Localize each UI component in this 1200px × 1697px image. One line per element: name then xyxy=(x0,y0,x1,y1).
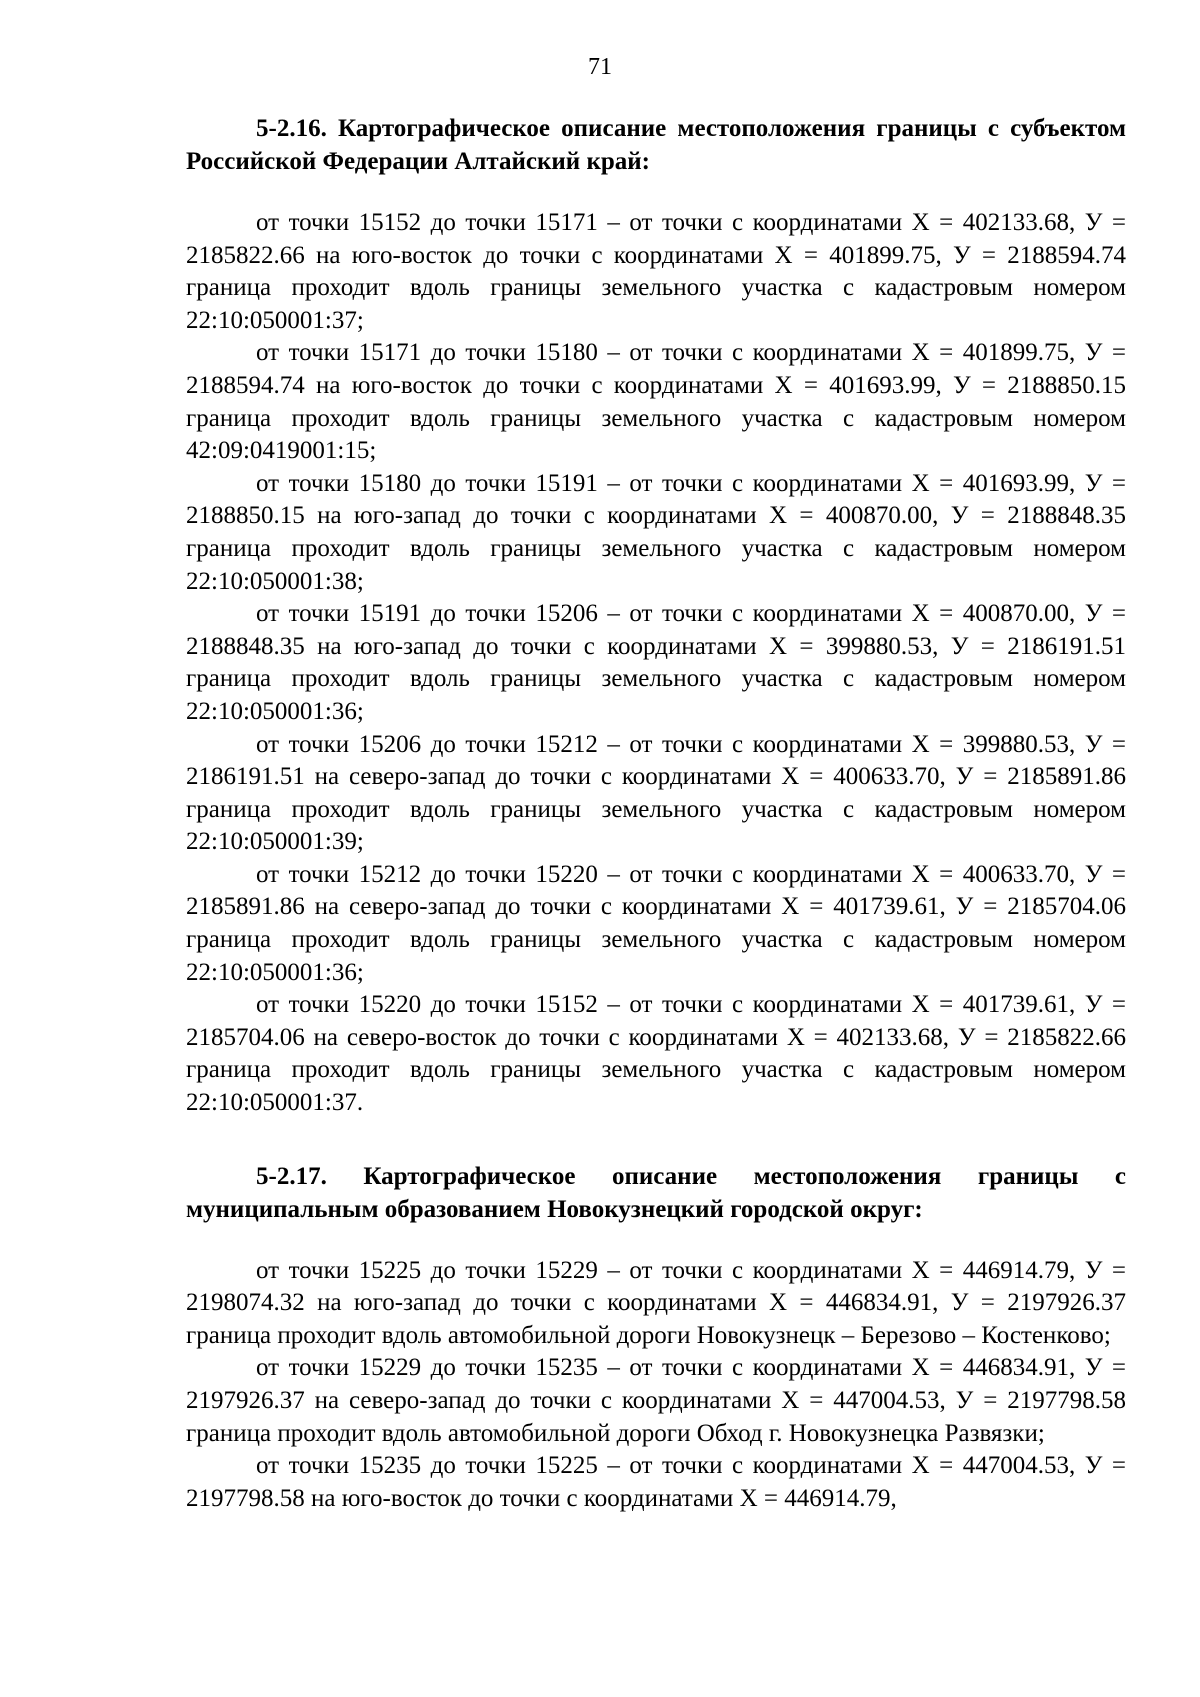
boundary-paragraph: от точки 15225 до точки 15229 – от точки с координатами X = 446914.79, У = 2198074.32 на юго-запад до точки с координатами X = 446834.91, У = 2197926.37 граница проходит вдоль автомобильной дороги Новокузнецк – Березово – Костенково; xyxy=(186,1256,1126,1349)
section-paragraphs xyxy=(186,1255,1126,1516)
boundary-paragraph: от точки 15152 до точки 15171 – от точки с координатами X = 402133.68, У = 2185822.66 на юго-восток до точки с координатами X = 401899.75, У = 2188594.74 граница проходит вдоль границы земельного участка с кадастровым номером 22:10:050001:37; xyxy=(186,209,1126,334)
boundary-paragraph: от точки 15206 до точки 15212 – от точки с координатами X = 399880.53, У = 2186191.51 на северо-запад до точки с координатами X = 400633.70, У = 2185891.86 граница проходит вдоль границы земельного участка с кадастровым номером 22:10:050001:39; xyxy=(186,730,1126,856)
boundary-paragraph: от точки 15235 до точки 15225 – от точки с координатами X = 447004.53, У = 2197798.58 на юго-восток до точки с координатами X = 446914.79, xyxy=(186,1452,1126,1512)
boundary-paragraph: от точки 15180 до точки 15191 – от точки с координатами X = 401693.99, У = 2188850.15 на юго-запад до точки с координатами X = 400870.00, У = 2188848.35 граница проходит вдоль границы земельного участка с кадастровым номером 22:10:050001:38; xyxy=(186,469,1126,595)
section-heading: 5-2.16. Картографическое описание местоположения границы с субъектом Российской Федерации Алтайский край: xyxy=(186,115,1126,175)
boundary-paragraph: от точки 15212 до точки 15220 – от точки с координатами X = 400633.70, У = 2185891.86 на северо-запад до точки с координатами X = 401739.61, У = 2185704.06 граница проходит вдоль границы земельного участка с кадастровым номером 22:10:050001:36; xyxy=(186,860,1126,986)
document-body xyxy=(186,112,1126,1515)
section-5-2-17 xyxy=(186,1160,1126,1516)
section-paragraphs xyxy=(186,207,1126,1120)
section-5-2-16 xyxy=(186,112,1126,1120)
boundary-paragraph: от точки 15229 до точки 15235 – от точки с координатами X = 446834.91, У = 2197926.37 на северо-запад до точки с координатами X = 447004.53, У = 2197798.58 граница проходит вдоль автомобильной дороги Обход г. Новокузнецка Развязки; xyxy=(186,1354,1126,1447)
boundary-paragraph: от точки 15171 до точки 15180 – от точки с координатами X = 401899.75, У = 2188594.74 на юго-восток до точки с координатами X = 401693.99, У = 2188850.15 граница проходит вдоль границы земельного участка с кадастровым номером 42:09:0419001:15; xyxy=(186,339,1126,465)
boundary-paragraph: от точки 15220 до точки 15152 – от точки с координатами X = 401739.61, У = 2185704.06 на северо-восток до точки с координатами X = 402133.68, У = 2185822.66 граница проходит вдоль границы земельного участка с кадастровым номером 22:10:050001:37. xyxy=(186,991,1126,1117)
page-number: 71 xyxy=(588,54,612,80)
section-heading: 5-2.17. Картографическое описание местоположения границы с муниципальным образованием Новокузнецкий городской округ: xyxy=(186,1162,1126,1223)
boundary-paragraph: от точки 15191 до точки 15206 – от точки с координатами X = 400870.00, У = 2188848.35 на юго-запад до точки с координатами X = 399880.53, У = 2186191.51 граница проходит вдоль границы земельного участка с кадастровым номером 22:10:050001:36; xyxy=(186,600,1126,725)
